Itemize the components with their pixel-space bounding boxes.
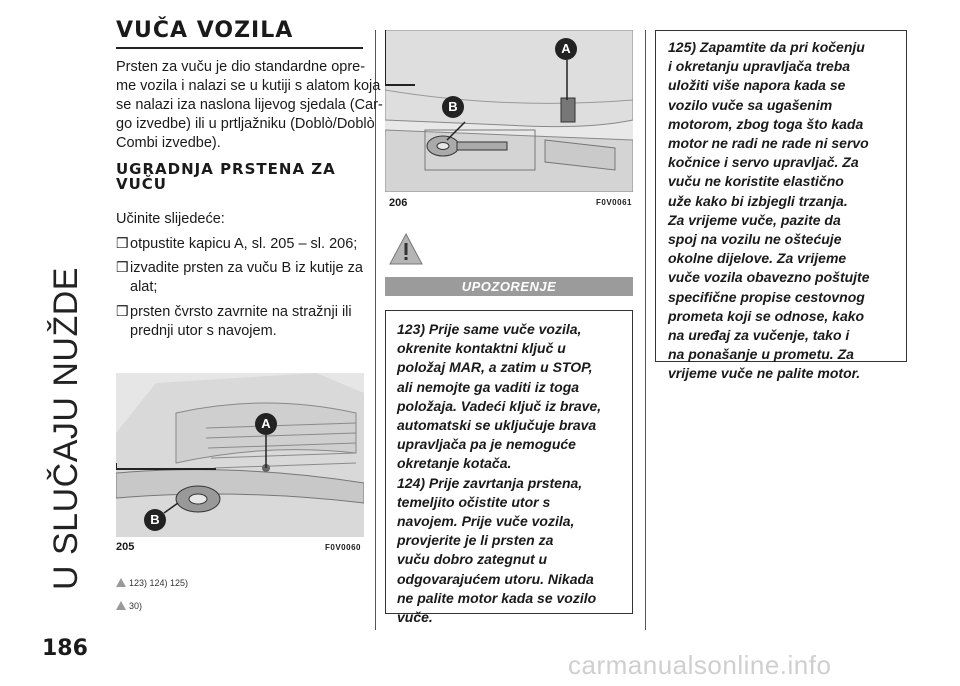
- step-text: alat;: [130, 279, 158, 295]
- warning-text-right: [668, 38, 904, 384]
- figure-205-number: 205: [116, 541, 135, 553]
- bullet-box-icon: ❒: [116, 259, 129, 275]
- warning-line: vrijeme vuče ne palite motor.: [668, 365, 861, 382]
- callout-b: B: [144, 509, 166, 531]
- step-item: [116, 302, 352, 341]
- warning-refs: [116, 578, 188, 588]
- warning-item-125: [668, 38, 904, 384]
- warning-line: na ponašanje u prometu. Za: [668, 346, 854, 363]
- watermark: carmanualsonline.info: [568, 650, 832, 680]
- warning-line: automatski se uključuje brava: [397, 417, 597, 434]
- warning-line: vuču ne koristite elastično: [668, 173, 844, 190]
- section-side-title: [42, 30, 102, 590]
- warning-line: vuče vozila obavezno poštujte: [668, 269, 870, 286]
- warning-item-124: [397, 474, 629, 628]
- warning-line: 125) Zapamtite da pri kočenju: [668, 39, 865, 55]
- steps-intro: Učinite slijedeće:: [116, 211, 225, 227]
- intro-line: go izvedbe) ili u prtljažniku (Doblò/Doblò: [116, 116, 375, 132]
- warning-line: kočnice i servo upravljač. Za: [668, 154, 859, 171]
- warning-line: okrenite kontaktni ključ u: [397, 340, 566, 357]
- warning-line: ne palite motor kada se vozilo: [397, 589, 597, 606]
- subheading-line: UGRADNJA PRSTENA ZA: [116, 160, 336, 178]
- intro-line: Combi izvedbe).: [116, 135, 221, 151]
- step-text: prsten čvrsto zavrnite na stražnji ili: [130, 304, 352, 320]
- warning-line: upravljača pa je nemoguće: [397, 436, 576, 453]
- intro-line: me vozila i nalazi se u kutiji s alatom koja: [116, 78, 381, 94]
- warning-line: ali nemojte ga vaditi iz toga: [397, 378, 580, 395]
- callout-a: A: [255, 413, 277, 435]
- callout-a: A: [555, 38, 577, 60]
- warning-line: položaja. Vadeći ključ iz brave,: [397, 397, 602, 414]
- figure-206-number: 206: [389, 197, 408, 209]
- warning-line: 124) Prije zavrtanja prstena,: [397, 474, 583, 491]
- warning-line: provjerite je li prsten za: [397, 532, 554, 549]
- note-refs: [116, 601, 142, 611]
- page-heading: VUČA VOZILA: [116, 18, 294, 43]
- warning-line: vozilo vuče sa ugašenim: [668, 96, 833, 113]
- warning-banner: UPOZORENJE: [385, 277, 633, 296]
- warning-item-123: [397, 320, 629, 474]
- warning-line: spoj na vozilu ne oštećuje: [668, 231, 842, 248]
- subheading: [116, 162, 336, 192]
- figure-205-image: [116, 373, 364, 537]
- warning-triangle-icon: [388, 232, 424, 266]
- page-number: 186: [42, 636, 88, 661]
- bullet-box-icon: ❒: [116, 303, 129, 319]
- warning-line: 123) Prije same vuče vozila,: [397, 321, 582, 337]
- warning-triangle-icon: [116, 578, 126, 587]
- figure-205-code: F0V0060: [325, 543, 361, 552]
- heading-rule: [116, 47, 363, 49]
- figure-206-code: F0V0061: [596, 198, 632, 207]
- warning-line: navojem. Prije vuče vozila,: [397, 513, 575, 530]
- figure-206-image: [385, 30, 633, 192]
- intro-paragraph: [116, 58, 383, 153]
- warning-line: na uređaj za vučenje, tako i: [668, 327, 850, 344]
- warning-line: i okretanju upravljača treba: [668, 58, 851, 75]
- warning-line: prometa koji se odnose, kako: [668, 307, 865, 324]
- bullet-box-icon: ❒: [116, 235, 129, 251]
- callout-b: B: [442, 96, 464, 118]
- step-text: prednji utor s navojem.: [130, 323, 277, 339]
- warning-line: vuče.: [397, 609, 433, 626]
- warning-line: uže kako bi izbjegli trzanja.: [668, 192, 848, 209]
- tow-hook-illustration: [385, 30, 633, 192]
- note-triangle-icon: [116, 601, 126, 610]
- warning-line: motorom, zbog toga što kada: [668, 115, 864, 132]
- step-text: otpustite kapicu A, sl. 205 – sl. 206;: [130, 236, 358, 252]
- warning-line: okretanje kotača.: [397, 455, 512, 472]
- intro-line: Prsten za vuču je dio standardne opre-: [116, 59, 366, 75]
- step-item: [116, 258, 363, 297]
- column-divider-right: [645, 30, 646, 630]
- warning-line: temeljito očistite utor s: [397, 493, 551, 510]
- warning-refs-text: 123) 124) 125): [129, 578, 189, 588]
- warning-line: motor ne radi ne rade ni servo: [668, 135, 869, 152]
- warning-line: odgovarajućem utoru. Nikada: [397, 570, 594, 587]
- warning-line: položaj MAR, a zatim u STOP,: [397, 359, 593, 376]
- note-refs-text: 30): [129, 601, 143, 611]
- section-side-title-text: U SLUČAJU NUŽDE: [47, 267, 85, 590]
- step-item: [116, 234, 357, 254]
- subheading-line: VUČU: [116, 175, 167, 193]
- warning-line: uložiti više napora kada se: [668, 77, 846, 94]
- intro-line: se nalazi iza naslona lijevog sjedala (Car-: [116, 97, 383, 113]
- step-text: izvadite prsten za vuču B iz kutije za: [130, 260, 363, 276]
- warning-line: okolne dijelove. Za vrijeme: [668, 250, 847, 267]
- warning-line: specifične propise cestovnog: [668, 288, 865, 305]
- warning-line: Za vrijeme vuče, pazite da: [668, 211, 841, 228]
- warning-line: vuču dobro zategnut u: [397, 551, 548, 568]
- warning-text-middle: [397, 320, 629, 627]
